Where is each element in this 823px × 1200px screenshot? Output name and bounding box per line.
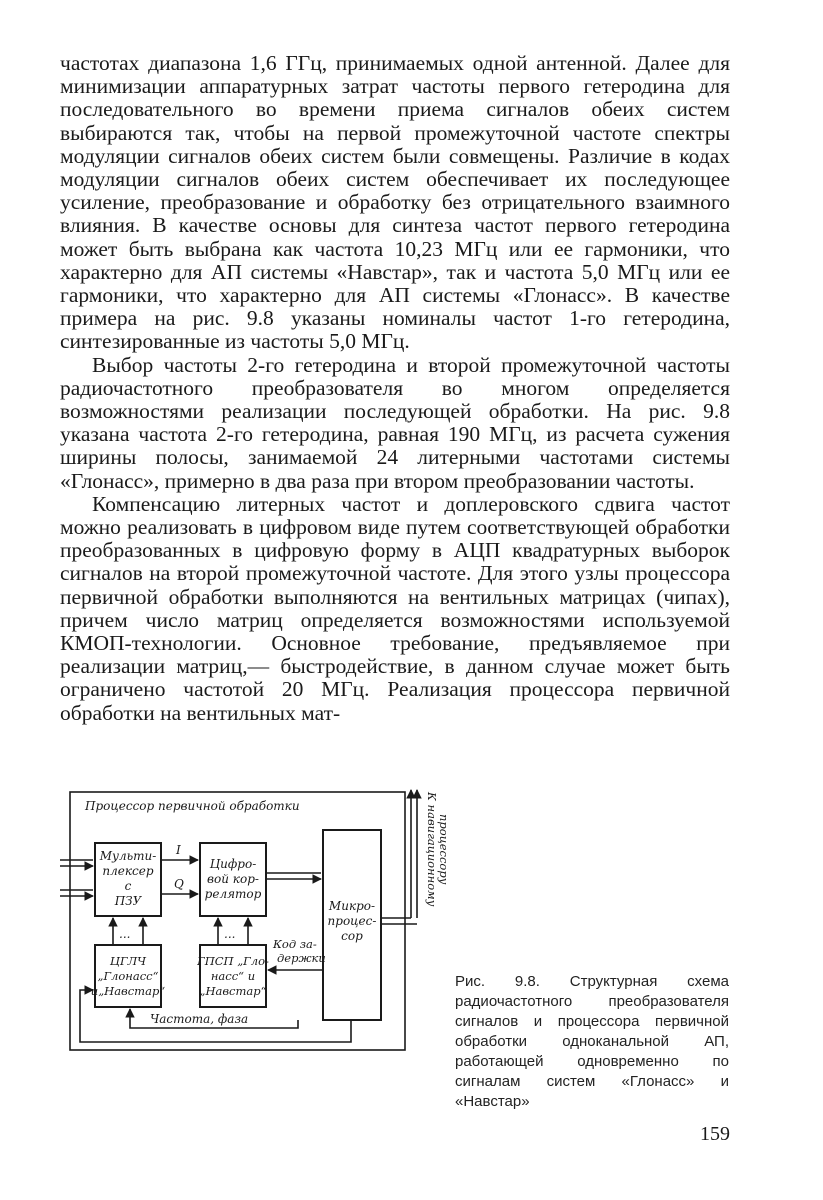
block-diagram (55, 780, 451, 1065)
microprocessor-label (328, 899, 377, 943)
svg-text:ГПСП „Гло-: ГПСП „Гло- (197, 954, 269, 968)
svg-text:насс“ и: насс“ и (210, 969, 256, 983)
figure-caption: Рис. 9.8. Структурная схема радиочастотного преобразователя сигналов и процессора первичной обработки одноканальной АП, работающей одновременно по сигналам систем «Глонасс» и «Навстар» (455, 973, 729, 1110)
paragraph-1: частотах диапазона 1,6 ГГц, принимаемых одной антенной. Далее для минимизации аппаратурных затрат частоты первого гетеродина для последовательного во времени приема сигналов обеих систем выбираются так, чтобы на первой промежуточной частоте спектры модуляции сигналов обеих систем были совмещены. Различие в кодах модуляции сигналов обеих систем обеспечивает их последующее усиление, преобразование и обработку без отрицательного взаимного влияния. В качестве основы для синтеза частот первого гетеродина может быть выбрана как частота 10,23 МГц или ее гармоники, что характерно для АП системы «Навстар», так и частота 5,0 МГц или ее гармоники, что характерно для АП системы «Глонасс». В качестве примера на рис. 9.8 указаны номиналы частот 1-го гетеродина, синтезированные из частоты 5,0 МГц. (60, 51, 730, 354)
correlator-label (205, 857, 262, 901)
delay-code-label-1: Код за- (273, 937, 317, 951)
svg-text:ПЗУ: ПЗУ (114, 894, 142, 908)
svg-text:релятор: релятор (204, 887, 262, 901)
to-nav-label (425, 791, 451, 907)
svg-text:и„Навстар“: и„Навстар“ (90, 984, 166, 998)
delay-code-label-2: держки (277, 951, 326, 965)
svg-text:ЦГЛЧ: ЦГЛЧ (109, 954, 147, 968)
svg-text:Микро-: Микро- (328, 899, 376, 913)
body-text (60, 52, 730, 725)
paragraph-2: Выбор частоты 2-го гетеродина и второй промежуточной частоты радиочастотного преобразователя во многом определяется возможностями реализации последующей обработки. На рис. 9.8 указана частота 2-го гетеродина, равная 190 МГц, из расчета сужения ширины полосы, занимаемой 24 литерными частотами системы «Глонасс», примерно в два раза при втором преобразовании частоты. (60, 352, 730, 493)
signal-i: I (176, 843, 181, 857)
mux-label (99, 849, 157, 908)
signal-q: Q (174, 877, 184, 891)
svg-text:К навигационному: К навигационному (425, 792, 439, 907)
svg-text:плексер: плексер (102, 864, 154, 878)
svg-text:Мульти-: Мульти- (99, 849, 157, 863)
svg-text:процес-: процес- (327, 914, 377, 928)
svg-text:с: с (124, 879, 132, 893)
page-number: 159 (700, 1123, 730, 1145)
dots-left: ... (119, 927, 131, 941)
paragraph-3: Компенсацию литерных частот и доплеровского сдвига частот можно реализовать в цифровом виде путем соответствующей обработки преобразованных в цифровую форму в АЦП квадратурных выборок сигналов на второй промежуточной частоте. Для этого узлы процессора первичной обработки выполняются на вентильных матрицах (чипах), причем число матриц определяется возможностями используемой КМОП-технологии. Основное требование, предъявляемое при реализации матриц,— быстродействие, в данном случае может быть ограничено частотой 20 МГц. Реализация процессора первичной обработки на вентильных мат- (60, 491, 730, 725)
svg-text:Цифро-: Цифро- (209, 857, 257, 871)
svg-text:„Глонасс“: „Глонасс“ (97, 969, 159, 983)
svg-text:процессору: процессору (437, 814, 451, 885)
svg-text:„Навстар“: „Навстар“ (199, 984, 267, 998)
svg-text:сор: сор (341, 929, 363, 943)
tsglch-label (91, 954, 166, 998)
svg-text:вой кор-: вой кор- (207, 872, 259, 886)
dots-right: ... (224, 927, 236, 941)
frame-title: Процессор первичной обработки (85, 799, 300, 813)
freq-phase-label: Частота, фаза (150, 1012, 249, 1026)
gpsp-label (196, 954, 269, 998)
